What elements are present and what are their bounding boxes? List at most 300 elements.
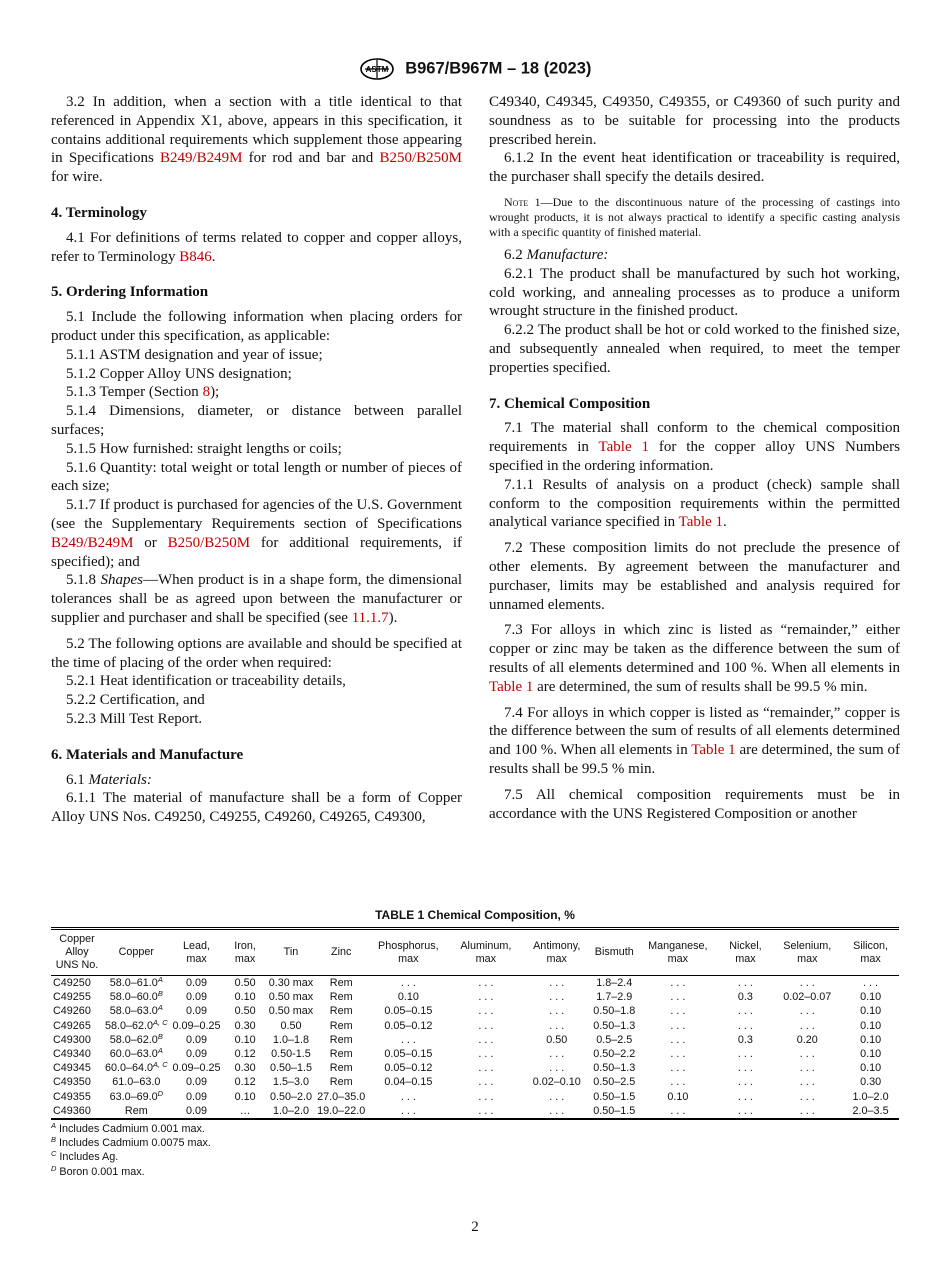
table-cell	[591, 1047, 637, 1061]
table-cell	[522, 1075, 591, 1089]
table-cell	[267, 1033, 315, 1047]
cell-value: 61.0–63.0	[112, 1076, 161, 1089]
table-cell	[315, 990, 367, 1004]
table-row	[51, 1004, 899, 1018]
text-run: —When product is in a shape form, the dimensional tolerances shall be as agreed upon between the manufacturer or supplier and purchaser and shall be specified (see	[51, 572, 463, 626]
table-cell	[842, 1004, 899, 1018]
text-run: 4.1 For definitions of terms related to copper and copper alloys, refer to Terminology	[51, 229, 462, 265]
text-run: 5.1.6 Quantity: total weight or total length or number of pieces of each size;	[51, 459, 462, 495]
table-cell	[367, 1061, 449, 1075]
text-run: for rod and bar and	[242, 150, 380, 167]
cell-value: 0.09	[186, 1048, 208, 1061]
table-cell	[772, 1061, 842, 1075]
footnote-marker: A	[157, 975, 163, 984]
table-cell	[591, 1004, 637, 1018]
reference-link[interactable]: B250/B250M	[379, 150, 462, 167]
cell-value: 0.09–0.25	[172, 1019, 221, 1032]
table-cell	[522, 990, 591, 1004]
cell-value: Rem	[329, 977, 353, 989]
text-run: 5.2 The following options are available and should be specified at the time of placing of the order when required:	[51, 635, 462, 671]
table-cell	[842, 1090, 899, 1104]
table-cell	[267, 1019, 315, 1033]
reference-link[interactable]: B250/B250M	[167, 534, 251, 551]
table-row	[51, 1090, 899, 1104]
cell-value: 0.09	[186, 1090, 208, 1103]
table-cell	[367, 990, 449, 1004]
paragraph	[489, 539, 900, 614]
table-cell	[51, 1019, 103, 1033]
text-run: 5.1.4 Dimensions, diameter, or distance between parallel surfaces;	[51, 403, 462, 438]
table-row	[51, 976, 899, 991]
cell-value: . . .	[549, 1005, 565, 1018]
text-run: 7.1 The material shall conform to the chemical composition requirements in	[489, 420, 900, 456]
cell-value: . . .	[799, 1090, 815, 1103]
text-run: 7.3 For alloys in which zinc is listed as “remainder,” either copper or zinc may be taken as the difference between the sum of results of all elements determined and 100 %. When all elements in	[489, 622, 900, 676]
table-cell	[591, 1075, 637, 1089]
section-heading	[489, 395, 900, 414]
table-cell	[842, 1019, 899, 1033]
cell-value: 0.10	[860, 1048, 882, 1061]
text-run: for additional requirements, if specified); and	[51, 534, 462, 570]
cell-value: 0.50–2.2	[593, 1048, 636, 1061]
text-run: 5.2.3 Mill Test Report.	[66, 710, 203, 727]
table-cell	[637, 1104, 718, 1119]
table-cell	[842, 1033, 899, 1047]
paragraph	[489, 786, 900, 824]
paragraph	[51, 789, 462, 827]
table-cell	[522, 1061, 591, 1075]
column-header: Antimony, max	[533, 939, 581, 965]
table-cell	[450, 1090, 523, 1104]
table-header-row	[51, 929, 899, 976]
cell-value: 0.09	[186, 977, 208, 989]
cell-value: 0.50–1.3	[593, 1062, 636, 1075]
footnote-marker: A	[157, 1046, 163, 1056]
column-header: Selenium, max	[783, 939, 832, 965]
table-cell	[718, 1075, 772, 1089]
table-cell	[267, 1104, 315, 1119]
cell-value: 58.0–60.0	[109, 991, 158, 1004]
cell-value: 0.09	[186, 1005, 208, 1018]
table-cell	[591, 1090, 637, 1104]
text-run: 5.1 Include the following information when placing orders for product under this specification, as applicable:	[51, 309, 462, 344]
text-run: 6.2.1 The product shall be manufactured by such hot working, cold working, and annealing processes as to produce a uniform wrought structure in the finished product.	[489, 265, 900, 320]
text-run: C49340, C49345, C49350, C49355, or C49360 of such purity and soundness as to be suitable for processing into the products prescribed herein.	[489, 94, 900, 148]
column-header: Copper Alloy UNS No.	[55, 933, 99, 971]
table-cell	[718, 990, 772, 1004]
cell-value: C49360	[53, 1104, 91, 1117]
table-cell	[591, 1033, 637, 1047]
paragraph	[51, 93, 462, 187]
table-cell	[170, 1004, 224, 1018]
footnote	[51, 1136, 211, 1150]
paragraph	[51, 402, 462, 440]
section-heading	[51, 204, 462, 223]
cell-value: 0.09	[186, 991, 208, 1004]
table-cell	[170, 1061, 224, 1075]
cell-value: . . .	[799, 1076, 815, 1089]
table-cell	[170, 990, 224, 1004]
reference-link[interactable]: B846	[179, 248, 212, 265]
reference-link[interactable]: B249/B249M	[159, 150, 243, 167]
cell-value: C49345	[53, 1062, 91, 1075]
table-cell	[51, 1033, 103, 1047]
cell-value: 0.3	[737, 991, 753, 1004]
cell-value: 0.10	[667, 1090, 689, 1103]
cell-value: 0.20	[796, 1033, 818, 1046]
table-cell	[223, 1047, 266, 1061]
text-run: 3.2 In addition, when a section with a title identical to that referenced in Appendix X1, above, appears in this specification, it contains additional requirements which supplement those appearing in Specifications	[51, 94, 462, 167]
cell-value: . . .	[799, 1062, 815, 1075]
cell-value: 0.50–2.5	[593, 1076, 636, 1089]
text-run: 6.1.1 The material of manufacture shall be a form of Copper Alloy UNS Nos. C49250, C49255, C49260, C49265, C49300,	[51, 790, 462, 826]
page-number: 2	[471, 1219, 479, 1235]
table-cell	[170, 1033, 224, 1047]
table-row	[51, 1061, 899, 1075]
paragraph	[51, 571, 462, 627]
table-cell	[637, 1047, 718, 1061]
page-header	[0, 57, 950, 81]
cell-value: . . .	[400, 977, 416, 989]
cell-value: . . .	[478, 1019, 494, 1032]
cell-value: . . .	[670, 977, 686, 989]
table-cell	[367, 976, 449, 991]
note-paragraph	[489, 195, 900, 240]
footnote-marker: C	[51, 1149, 57, 1159]
table-cell	[267, 1075, 315, 1089]
cell-value: 0.02–0.07	[783, 991, 832, 1004]
cell-value: . . .	[478, 1005, 494, 1018]
footnote	[51, 1165, 211, 1179]
cell-value: C49265	[53, 1019, 91, 1032]
table-cell	[267, 976, 315, 991]
cell-value: . . .	[863, 977, 879, 989]
reference-link[interactable]: Table 1	[691, 742, 736, 759]
table-cell	[103, 1061, 170, 1075]
table-cell	[842, 990, 899, 1004]
italic-term: Manufacture:	[526, 246, 609, 263]
cell-value: C49350	[53, 1076, 91, 1089]
cell-value: 0.50	[234, 977, 256, 989]
table-cell	[450, 1061, 523, 1075]
column-header: Phosphorus, max	[378, 939, 439, 965]
paragraph	[51, 365, 462, 384]
cell-value: C49250	[53, 977, 91, 989]
cell-value: . . .	[549, 1048, 565, 1061]
table-row	[51, 1047, 899, 1061]
table-cell	[223, 1090, 266, 1104]
table-cell	[315, 1090, 367, 1104]
paragraph	[489, 321, 900, 377]
reference-link[interactable]: 8	[202, 384, 211, 401]
table-cell	[103, 1075, 170, 1089]
table-cell	[103, 1033, 170, 1047]
cell-value: 0.09	[186, 1076, 208, 1089]
paragraph	[51, 710, 462, 729]
text-run: 1—Due to the discontinuous nature of the processing of castings into wrought products, it is not always practical to identify a specific casting analysis with a specific quantity of finished material.	[489, 194, 900, 239]
paragraph	[489, 419, 900, 475]
cell-value: 0.05–0.15	[384, 1005, 433, 1018]
footnote-marker: B	[51, 1135, 57, 1145]
cell-value: . . .	[549, 1062, 565, 1075]
table-cell	[315, 1019, 367, 1033]
cell-value: 0.50–1.3	[593, 1019, 636, 1032]
paragraph	[489, 246, 900, 265]
cell-value: 0.50-1.5	[271, 1048, 311, 1061]
cell-value: . . .	[737, 1076, 753, 1089]
cell-value: 0.50 max	[268, 991, 314, 1004]
cell-value: 0.04–0.15	[384, 1076, 433, 1089]
cell-value: 0.09	[186, 1033, 208, 1046]
footnote-marker: A, C	[153, 1060, 168, 1070]
table-cell	[223, 1033, 266, 1047]
table-cell	[103, 976, 170, 991]
table-cell	[450, 976, 523, 991]
table-cell	[367, 1033, 449, 1047]
cell-value: . . .	[737, 1062, 753, 1075]
cell-value: . . .	[478, 1033, 494, 1046]
text-run: 7.5 All chemical composition requirements must be in accordance with the UNS Registered Composition or another	[489, 786, 900, 822]
cell-value: . . .	[799, 977, 815, 989]
cell-value: 0.50–1.5	[593, 1104, 636, 1117]
table-cell	[637, 1075, 718, 1089]
table-cell	[842, 1061, 899, 1075]
footnote-text: Boron 0.001 max.	[56, 1165, 145, 1178]
cell-value: 0.05–0.12	[384, 1062, 433, 1075]
footnote-marker: B	[157, 1031, 163, 1041]
cell-value: 1.7–2.9	[596, 991, 633, 1004]
table-cell	[103, 1019, 170, 1033]
paragraph	[489, 93, 900, 149]
cell-value: . . .	[478, 1104, 494, 1117]
paragraph	[489, 476, 900, 532]
column-header: Aluminum, max	[460, 939, 512, 965]
table-cell	[51, 1047, 103, 1061]
table-cell	[450, 1104, 523, 1119]
table-cell	[718, 1090, 772, 1104]
cell-value: C49340	[53, 1048, 91, 1061]
table-cell	[450, 990, 523, 1004]
cell-value: . . .	[799, 1019, 815, 1032]
table-cell	[842, 1075, 899, 1089]
cell-value: . . .	[737, 1048, 753, 1061]
table-cell	[637, 976, 718, 991]
cell-value: . . .	[670, 1062, 686, 1075]
table-cell	[103, 1104, 170, 1119]
text-run: 7.2 These composition limits do not preclude the presence of other elements. By agreement between the manufacturer and purchaser, limits may be established and analysis required for unnamed elements.	[489, 540, 900, 613]
table-cell	[637, 1004, 718, 1018]
reference-link[interactable]: Table 1	[489, 678, 534, 695]
column-header: Copper	[118, 946, 155, 958]
table-cell	[267, 1061, 315, 1075]
cell-value: 0.10	[860, 1033, 882, 1046]
table-cell	[315, 1047, 367, 1061]
column-header: Iron, max	[234, 939, 256, 965]
table-cell	[637, 990, 718, 1004]
table-cell	[718, 1061, 772, 1075]
cell-value: 60.0–64.0	[105, 1062, 154, 1075]
cell-value: 0.30 max	[268, 977, 314, 989]
table-cell	[315, 1033, 367, 1047]
table-cell	[842, 1047, 899, 1061]
table-cell	[51, 990, 103, 1004]
table-cell	[51, 1104, 103, 1119]
cell-value: 60.0–63.0	[109, 1048, 158, 1061]
cell-value: 0.5–2.5	[596, 1033, 633, 1046]
table-title: TABLE 1 Chemical Composition, %	[375, 908, 575, 922]
cell-value: 0.50–1.5	[593, 1090, 636, 1103]
text-run: for wire.	[51, 169, 103, 186]
table-cell	[103, 990, 170, 1004]
cell-value: 1.0–2.0	[852, 1090, 889, 1103]
table-cell	[267, 990, 315, 1004]
table-cell	[522, 1104, 591, 1119]
paragraph	[51, 459, 462, 497]
cell-value: . . .	[799, 1048, 815, 1061]
table-cell	[450, 1004, 523, 1018]
cell-value: 0.50–1.5	[269, 1062, 312, 1075]
text-run: 5.1.7 If product is purchased for agencies of the U.S. Government (see the Supplementary Requirements section of Specifications	[51, 497, 462, 532]
cell-value: 0.10	[397, 991, 419, 1004]
table-row	[51, 1019, 899, 1033]
table-row	[51, 1104, 899, 1119]
text-run: 6. Materials and Manufacture	[51, 746, 244, 763]
table-cell	[170, 1047, 224, 1061]
table-cell	[315, 1075, 367, 1089]
reference-link[interactable]: Table 1	[678, 514, 723, 531]
table-cell	[267, 1004, 315, 1018]
left-column	[51, 93, 462, 827]
text-run: 6.2.2 The product shall be hot or cold worked to the finished size, and subsequently annealed when required, to meet the temper properties specified.	[489, 322, 900, 376]
cell-value: . . .	[478, 1076, 494, 1089]
text-run: ).	[388, 609, 398, 626]
cell-value: Rem	[124, 1104, 148, 1117]
section-heading	[51, 746, 462, 765]
table-cell	[103, 1090, 170, 1104]
table-cell	[223, 1061, 266, 1075]
table-cell	[591, 1019, 637, 1033]
note-label: Note	[504, 194, 529, 209]
table-cell	[718, 976, 772, 991]
reference-link[interactable]: Table 1	[598, 439, 649, 456]
cell-value: 0.12	[234, 1048, 256, 1061]
text-run: 5.1.8	[66, 572, 101, 589]
paragraph	[489, 621, 900, 696]
table-cell	[591, 990, 637, 1004]
table-cell	[522, 1090, 591, 1104]
cell-value: 58.0–63.0	[109, 1005, 158, 1018]
cell-value: …	[239, 1104, 251, 1117]
cell-value: 27.0–35.0	[317, 1090, 366, 1103]
table-cell	[315, 976, 367, 991]
table-cell	[772, 1075, 842, 1089]
cell-value: 19.0–22.0	[317, 1104, 366, 1117]
cell-value: C49260	[53, 1005, 91, 1018]
table-cell	[170, 1019, 224, 1033]
cell-value: . . .	[737, 1090, 753, 1103]
table-cell	[522, 1019, 591, 1033]
text-run: .	[723, 514, 727, 531]
text-run: );	[210, 384, 220, 401]
cell-value: 0.10	[234, 1090, 256, 1103]
footnote-marker: D	[157, 1088, 164, 1098]
table-cell	[772, 976, 842, 991]
cell-value: 0.05–0.15	[384, 1048, 433, 1061]
text-run: 5.2.1 Heat identification or traceability details,	[66, 673, 346, 690]
paragraph	[489, 704, 900, 779]
cell-value: 0.10	[860, 1005, 882, 1018]
table-cell	[772, 990, 842, 1004]
cell-value: . . .	[400, 1090, 416, 1103]
cell-value: 0.10	[234, 991, 256, 1004]
table-cell	[367, 1075, 449, 1089]
footnote	[51, 1150, 211, 1164]
cell-value: C49355	[53, 1090, 91, 1103]
table-cell	[51, 1004, 103, 1018]
paragraph	[51, 635, 462, 673]
table-cell	[718, 1104, 772, 1119]
table-cell	[51, 1090, 103, 1104]
table-cell	[367, 1047, 449, 1061]
reference-link[interactable]: B249/B249M	[51, 534, 134, 551]
table-cell	[842, 1104, 899, 1119]
text-run: 6.1.2 In the event heat identification or traceability is required, the purchaser shall specify the details desired.	[489, 150, 900, 186]
table-cell	[450, 1075, 523, 1089]
table-cell	[450, 1047, 523, 1061]
cell-value: . . .	[549, 977, 565, 989]
table-cell	[267, 1047, 315, 1061]
cell-value: . . .	[400, 1033, 416, 1046]
cell-value: 0.02–0.10	[532, 1076, 581, 1089]
table-cell	[772, 1104, 842, 1119]
paragraph	[51, 672, 462, 691]
table-cell	[718, 1033, 772, 1047]
table-cell	[637, 1061, 718, 1075]
table-cell	[591, 1104, 637, 1119]
table-cell	[718, 1047, 772, 1061]
cell-value: . . .	[670, 1033, 686, 1046]
table-cell	[637, 1019, 718, 1033]
cell-value: . . .	[478, 1062, 494, 1075]
column-header: Nickel, max	[729, 939, 762, 965]
cell-value: 2.0–3.5	[852, 1104, 889, 1117]
text-run: .	[211, 248, 216, 265]
column-header: Silicon, max	[853, 939, 888, 965]
paragraph	[51, 229, 462, 267]
cell-value: 0.09–0.25	[172, 1062, 221, 1075]
paragraph	[489, 149, 900, 187]
text-run: are determined, the sum of results shall be 99.5 % min.	[533, 678, 868, 695]
chemical-composition-table	[51, 927, 899, 1120]
table-cell	[103, 1047, 170, 1061]
table-cell	[223, 1004, 266, 1018]
paragraph	[51, 440, 462, 459]
table-cell	[772, 1004, 842, 1018]
cell-value: . . .	[737, 1005, 753, 1018]
reference-link[interactable]: 11.1.7	[351, 609, 389, 626]
cell-value: . . .	[478, 977, 494, 989]
table-cell	[637, 1090, 718, 1104]
cell-value: . . .	[670, 1104, 686, 1117]
footnote-marker: A, C	[153, 1017, 168, 1027]
table-cell	[367, 1004, 449, 1018]
table-cell	[522, 1033, 591, 1047]
footnote-text: Includes Cadmium 0.001 max.	[56, 1123, 205, 1135]
right-column	[489, 93, 900, 823]
column-header: Lead, max	[183, 939, 211, 965]
cell-value: 0.50–1.8	[593, 1005, 636, 1018]
cell-value: 1.0–1.8	[272, 1033, 309, 1046]
